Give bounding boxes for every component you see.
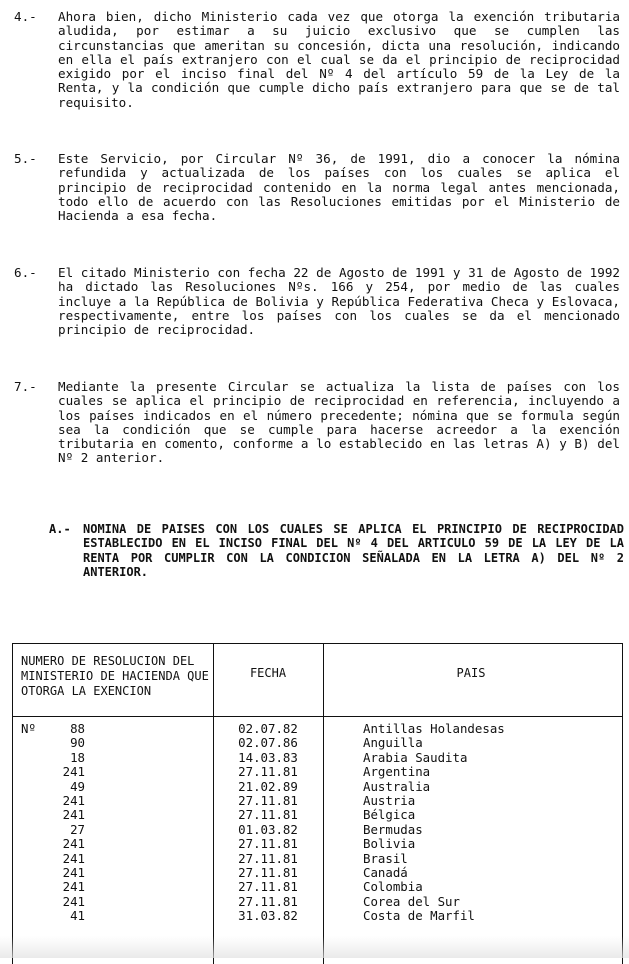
resolution-number: 241 xyxy=(62,807,85,823)
country-name: Corea del Sur xyxy=(363,893,460,909)
resolution-date: 27.11.81 xyxy=(238,792,298,808)
resolution-date: 02.07.86 xyxy=(238,735,298,751)
paragraph-number: 4.- xyxy=(14,9,37,24)
number-prefix: Nº xyxy=(21,721,36,736)
resolution-date: 27.11.81 xyxy=(238,879,298,895)
paragraph-text: El citado Ministerio con fecha 22 de Agosto de 1991 y 31 de Agosto de 1992 ha dictado las Resoluciones Nºs. 166 y 254, por medio de las cuales incluye a la República de Bolivia y República Federativa Checa y Eslovaca, respectivamente, entre los países con los cuales se da el mencionado principio de reciprocidad. xyxy=(58,265,620,338)
table-row xyxy=(13,722,622,736)
table-row xyxy=(13,794,622,808)
table-row xyxy=(13,880,622,894)
resolution-date: 02.07.82 xyxy=(238,721,298,736)
resolution-number: 90 xyxy=(70,735,85,751)
resolution-date: 27.11.81 xyxy=(238,850,298,866)
resolution-number: 49 xyxy=(70,778,85,794)
resolution-date: 27.11.81 xyxy=(238,836,298,852)
country-name: Anguilla xyxy=(363,735,423,751)
country-name: Canadá xyxy=(363,864,408,880)
table-row xyxy=(13,852,622,866)
countries-table xyxy=(12,643,623,964)
resolution-date: 27.11.81 xyxy=(238,807,298,823)
paragraph-number: 7.- xyxy=(14,379,37,394)
table-row xyxy=(13,808,622,822)
resolution-number: 41 xyxy=(70,908,85,924)
resolution-number: 241 xyxy=(62,893,85,909)
country-name: Austria xyxy=(363,792,416,808)
header-resolucion: NUMERO DE RESOLUCION DEL MINISTERIO DE HACIENDA QUE OTORGA LA EXENCION xyxy=(21,654,209,698)
country-name: Australia xyxy=(363,778,431,794)
resolution-number: 18 xyxy=(70,749,85,765)
country-name: Brasil xyxy=(363,850,408,866)
table-row xyxy=(13,736,622,750)
paragraph-number: 6.- xyxy=(14,265,37,280)
country-name: Colombia xyxy=(363,879,423,895)
scan-edge-shadow xyxy=(0,936,629,958)
country-name: Bermudas xyxy=(363,821,423,837)
paragraph-text: Este Servicio, por Circular Nº 36, de 1991, dio a conocer la nómina refundida y actualizada de los países con los cuales se aplica el principio de reciprocidad contenido en la norma legal antes mencionada, todo ello de acuerdo con las Resoluciones emitidas por el Ministerio de Hacienda a esa fecha. xyxy=(58,151,620,224)
country-name: Bélgica xyxy=(363,807,416,823)
country-name: Costa de Marfil xyxy=(363,908,475,924)
resolution-date: 31.03.82 xyxy=(238,908,298,924)
resolution-date: 14.03.83 xyxy=(238,749,298,765)
table-row xyxy=(13,837,622,851)
resolution-number: 241 xyxy=(62,850,85,866)
resolution-number: 241 xyxy=(62,764,85,780)
resolution-number: 88 xyxy=(70,721,85,736)
table-row xyxy=(13,866,622,880)
section-a-title: NOMINA DE PAISES CON LOS CUALES SE APLICA EL PRINCIPIO DE RECIPROCIDAD ESTABLECIDO EN EL INCISO FINAL DEL Nº 4 DEL ARTICULO 59 DE LA LEY DE LA RENTA POR CUMPLIR CON LA CONDICION SEÑALADA EN LA LETRA A) DEL Nº 2 ANTERIOR. xyxy=(83,522,624,580)
resolution-number: 241 xyxy=(62,864,85,880)
section-a-number: A.- xyxy=(49,522,71,536)
table-row xyxy=(13,751,622,765)
resolution-number: 241 xyxy=(62,792,85,808)
resolution-number: 241 xyxy=(62,879,85,895)
header-divider xyxy=(13,716,622,717)
header-fecha: FECHA xyxy=(249,666,287,680)
resolution-date: 01.03.82 xyxy=(238,821,298,837)
header-pais: PAIS xyxy=(456,666,486,680)
table-row xyxy=(13,780,622,794)
country-name: Argentina xyxy=(363,764,431,780)
country-name: Arabia Saudita xyxy=(363,749,468,765)
resolution-date: 21.02.89 xyxy=(238,778,298,794)
paragraph-number: 5.- xyxy=(14,151,37,166)
table-row xyxy=(13,823,622,837)
table-row xyxy=(13,909,622,923)
paragraph-text: Mediante la presente Circular se actualiza la lista de países con los cuales se aplica el principio de reciprocidad en referencia, incluyendo a los países indicados en el número precedente; nómina que se formula según sea la condición que se cumple para hacerse acreedor a la exención tributaria en comento, conforme a lo establecido en las letras A) y B) del Nº 2 anterior. xyxy=(58,379,620,466)
resolution-number: 27 xyxy=(70,821,85,837)
resolution-number: 241 xyxy=(62,836,85,852)
table-body xyxy=(13,722,622,923)
table-row xyxy=(13,765,622,779)
resolution-date: 27.11.81 xyxy=(238,764,298,780)
table-row xyxy=(13,895,622,909)
resolution-date: 27.11.81 xyxy=(238,893,298,909)
paragraph-text: Ahora bien, dicho Ministerio cada vez que otorga la exención tributaria aludida, por estimar a su juicio exclusivo que se cumplen las circunstancias que ameritan su concesión, dicta una resolución, indicando en ella el país extranjero con el cual se da el principio de reciprocidad exigido por el inciso final del Nº 4 del artículo 59 de la Ley de la Renta, y la condición que cumple dicho país extranjero para que se de tal requisito. xyxy=(58,9,620,110)
resolution-date: 27.11.81 xyxy=(238,864,298,880)
country-name: Bolivia xyxy=(363,836,416,852)
country-name: Antillas Holandesas xyxy=(363,721,505,736)
